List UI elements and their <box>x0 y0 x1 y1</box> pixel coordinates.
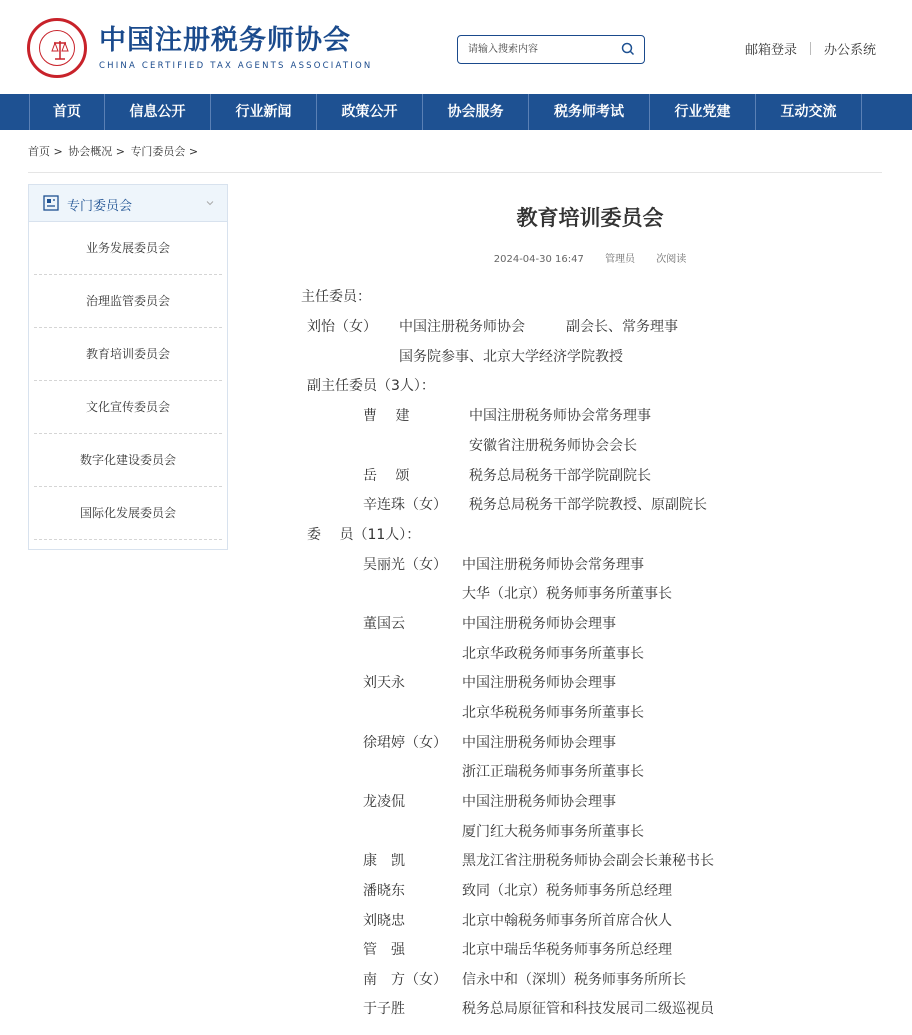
member-title: 税务总局原征管和科技发展司二级巡视员 <box>462 1001 714 1017</box>
vice-title: 税务总局税务干部学院副院长 <box>469 468 651 484</box>
nav-policy[interactable]: 政策公开 <box>317 94 423 130</box>
vice-title: 安徽省注册税务师协会会长 <box>469 438 637 454</box>
member-name: 吴丽光（女） <box>363 557 447 573</box>
sidebar-item-business-development[interactable]: 业务发展委员会 <box>34 222 222 275</box>
sidebar-item-international[interactable]: 国际化发展委员会 <box>34 487 222 540</box>
member-title: 北京中瑞岳华税务师事务所总经理 <box>462 942 672 958</box>
logo-english-name: CHINA CERTIFIED TAX AGENTS ASSOCIATION <box>99 61 373 71</box>
vice-label: 副主任委员（3人）： <box>307 378 435 394</box>
site-logo[interactable] <box>27 18 372 78</box>
member-name: 南 方（女） <box>363 972 447 988</box>
search-icon[interactable] <box>620 41 636 57</box>
breadcrumb-home[interactable]: 首页 > <box>28 145 63 158</box>
search-input[interactable] <box>458 36 608 62</box>
members-label: 委 员（11人）： <box>307 527 421 543</box>
vice-name: 辛连珠（女） <box>363 497 447 513</box>
breadcrumb-overview[interactable]: 协会概况 > <box>68 145 125 158</box>
article-meta <box>300 250 880 265</box>
member-title: 中国注册税务师协会理事 <box>462 794 616 810</box>
sidebar-item-governance[interactable]: 治理监管委员会 <box>34 275 222 328</box>
vice-name: 曹 建 <box>363 408 410 424</box>
member-title: 致同（北京）税务师事务所总经理 <box>462 883 672 899</box>
sidebar-item-culture[interactable]: 文化宣传委员会 <box>34 381 222 434</box>
publish-date: 2024-04-30 16:47 <box>493 254 584 265</box>
sidebar-item-education[interactable]: 教育培训委员会 <box>34 328 222 381</box>
article-title: 教育培训委员会 <box>516 206 664 230</box>
sidebar-header[interactable] <box>29 185 227 222</box>
nav-association-services[interactable]: 协会服务 <box>423 94 529 130</box>
read-count: 次阅读 <box>656 254 687 265</box>
member-title: 中国注册税务师协会理事 <box>462 675 616 691</box>
member-name: 董国云 <box>363 616 405 632</box>
nav-info-disclosure[interactable]: 信息公开 <box>105 94 211 130</box>
member-title: 中国注册税务师协会理事 <box>462 735 616 751</box>
member-name: 康 凯 <box>363 853 405 869</box>
breadcrumb <box>28 145 882 173</box>
member-name: 刘晓忠 <box>363 913 405 929</box>
member-title: 浙江正瑞税务师事务所董事长 <box>462 764 644 780</box>
member-title: 中国注册税务师协会理事 <box>462 616 616 632</box>
sidebar <box>28 184 228 550</box>
sidebar-title: 专门委员会 <box>67 199 133 214</box>
nav-home[interactable]: 首页 <box>29 94 105 130</box>
author: 管理员 <box>605 254 636 265</box>
association-seal-icon <box>27 18 87 78</box>
member-name: 潘晓东 <box>363 883 405 899</box>
sidebar-item-digital[interactable]: 数字化建设委员会 <box>34 434 222 487</box>
member-title: 北京华政税务师事务所董事长 <box>462 646 644 662</box>
mail-login-link[interactable]: 邮箱登录 <box>745 43 798 58</box>
director-org: 中国注册税务师协会 <box>399 319 525 335</box>
director-label: 主任委员： <box>301 289 371 305</box>
top-links <box>745 39 876 58</box>
director-name: 刘怡（女） <box>307 319 377 335</box>
member-title: 黑龙江省注册税务师协会副会长兼秘书长 <box>462 853 714 869</box>
vice-title: 中国注册税务师协会常务理事 <box>469 408 651 424</box>
site-header <box>0 0 912 94</box>
search-box <box>457 35 645 64</box>
main-nav <box>0 94 912 130</box>
link-divider <box>810 42 811 55</box>
member-title: 中国注册税务师协会常务理事 <box>462 557 644 573</box>
office-system-link[interactable]: 办公系统 <box>824 43 877 58</box>
member-name: 于子胜 <box>363 1001 405 1017</box>
member-title: 北京华税税务师事务所董事长 <box>462 705 644 721</box>
member-title: 北京中翰税务师事务所首席合伙人 <box>462 913 672 929</box>
vice-title: 税务总局税务干部学院教授、原副院长 <box>469 497 707 513</box>
logo-chinese-name: 中国注册税务师协会 <box>99 25 351 56</box>
director-extra: 国务院参事、北京大学经济学院教授 <box>399 349 623 365</box>
nav-exam[interactable]: 税务师考试 <box>529 94 650 130</box>
member-name: 管 强 <box>363 942 405 958</box>
member-name: 徐珺婷（女） <box>363 735 447 751</box>
member-name: 龙凌侃 <box>363 794 405 810</box>
committee-icon <box>43 195 59 211</box>
director-role: 副会长、常务理事 <box>566 319 678 335</box>
member-title: 信永中和（深圳）税务师事务所所长 <box>462 972 686 988</box>
nav-industry-news[interactable]: 行业新闻 <box>211 94 317 130</box>
nav-interaction[interactable]: 互动交流 <box>756 94 862 130</box>
chevron-down-icon[interactable] <box>205 198 215 208</box>
member-title: 大华（北京）税务师事务所董事长 <box>462 586 672 602</box>
breadcrumb-committees[interactable]: 专门委员会 > <box>130 145 199 158</box>
vice-name: 岳 颂 <box>363 468 410 484</box>
member-name: 刘天永 <box>363 675 405 691</box>
nav-party-building[interactable]: 行业党建 <box>650 94 756 130</box>
member-title: 厦门红大税务师事务所董事长 <box>462 824 644 840</box>
